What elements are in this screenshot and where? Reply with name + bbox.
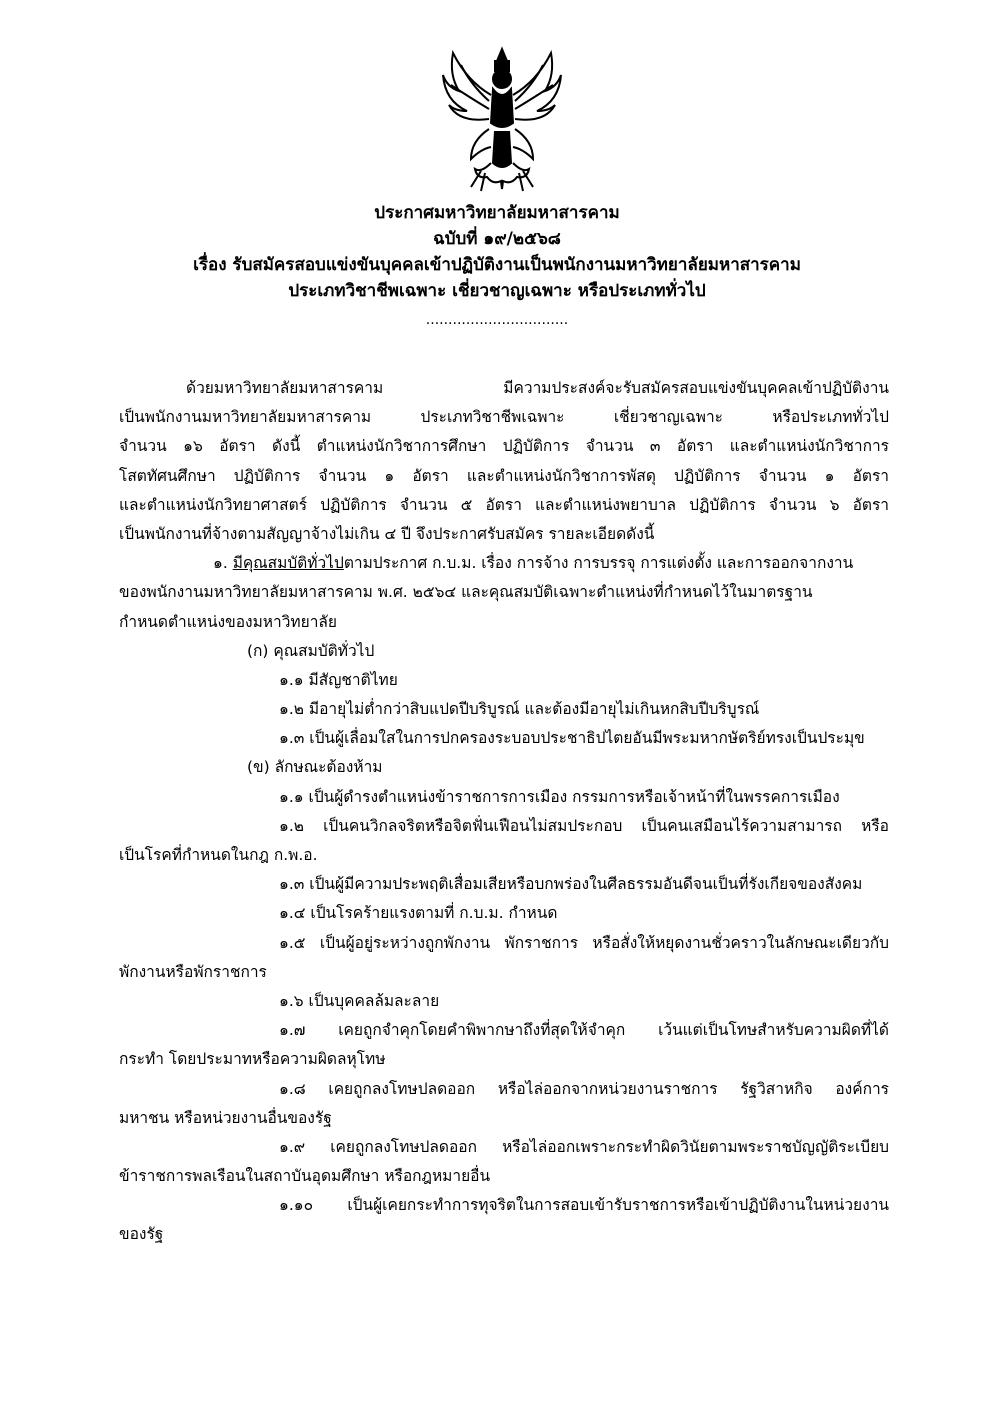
section-1-underlined-heading: มีคุณสมบัติทั่วไป xyxy=(232,554,344,573)
part-a-item: ๑.๑ มีสัญชาติไทย xyxy=(279,670,398,689)
document-body xyxy=(119,374,889,1250)
part-a-heading: (ก) คุณสมบัติทั่วไป xyxy=(247,641,375,660)
part-b-item-cont: มหาชน หรือหน่วยงานอื่นของรัฐ xyxy=(119,1108,332,1127)
intro-line-3: จำนวน ๑๖ อัตรา ดังนี้ ตำแหน่งนักวิชาการศึกษา ปฏิบัติการ จำนวน ๓ อัตรา และตำแหน่งนักวิชาการ xyxy=(119,437,889,456)
header-separator: ................................ xyxy=(425,312,569,328)
part-b-item: ๑.๑ เป็นผู้ดำรงตำแหน่งข้าราชการการเมือง กรรมการหรือเจ้าหน้าที่ในพรรคการเมือง xyxy=(279,787,840,806)
part-b-item: ๑.๑๐ เป็นผู้เคยกระทำการทุจริตในการสอบเข้ารับราชการหรือเข้าปฏิบัติงานในหน่วยงาน xyxy=(279,1196,889,1215)
part-b-item-cont: ของรัฐ xyxy=(119,1225,164,1244)
part-b-item: ๑.๓ เป็นผู้มีความประพฤติเสื่อมเสียหรือบกพร่องในศีลธรรมอันดีจนเป็นที่รังเกียจของสังคม xyxy=(279,875,863,894)
part-b-item: ๑.๔ เป็นโรคร้ายแรงตามที่ ก.บ.ม. กำหนด xyxy=(279,904,558,923)
section-1-line-2: ของพนักงานมหาวิทยาลัยมหาสารคาม พ.ศ. ๒๕๖๔ และคุณสมบัติเฉพาะตำแหน่งที่กำหนดไว้ในมาตรฐาน xyxy=(119,583,813,602)
part-b-item: ๑.๖ เป็นบุคคลล้มละลาย xyxy=(279,991,440,1010)
part-a-item: ๑.๒ มีอายุไม่ต่ำกว่าสิบแปดปีบริบูรณ์ และต้องมีอายุไม่เกินหกสิบปีบริบูรณ์ xyxy=(279,700,760,719)
intro-line-6: เป็นพนักงานที่จ้างตามสัญญาจ้างไม่เกิน ๔ ปี จึงประกาศรับสมัคร รายละเอียดดังนี้ xyxy=(119,524,655,543)
subject-line-2: ประเภทวิชาชีพเฉพาะ เชี่ยวชาญเฉพาะ หรือประเภททั่วไป xyxy=(288,281,706,301)
announcement-header xyxy=(0,200,994,330)
intro-line-1: ด้วยมหาวิทยาลัยมหาสารคาม มีความประสงค์จะรับสมัครสอบแข่งขันบุคคลเข้าปฏิบัติงาน xyxy=(186,379,889,397)
part-b-item: ๑.๙ เคยถูกลงโทษปลดออก หรือไล่ออกเพราะกระทำผิดวินัยตามพระราชบัญญัติระเบียบ xyxy=(279,1137,889,1156)
part-b-item-cont: ข้าราชการพลเรือนในสถาบันอุดมศึกษา หรือกฎหมายอื่น xyxy=(119,1167,491,1186)
announcement-title: ประกาศมหาวิทยาลัยมหาสารคาม xyxy=(374,203,620,223)
section-1-line-3: กำหนดตำแหน่งของมหาวิทยาลัย xyxy=(119,612,338,631)
part-b-item-cont: กระทำ โดยประมาทหรือความผิดลหุโทษ xyxy=(119,1050,386,1069)
part-b-item: ๑.๘ เคยถูกลงโทษปลดออก หรือไล่ออกจากหน่วยงานราชการ รัฐวิสาหกิจ องค์การ xyxy=(279,1079,889,1098)
intro-line-2: เป็นพนักงานมหาวิทยาลัยมหาสารคาม ประเภทวิชาชีพเฉพาะ เชี่ยวชาญเฉพาะ หรือประเภททั่วไป xyxy=(119,408,889,427)
section-1-line-1 xyxy=(119,549,889,578)
section-1-text: ตามประกาศ ก.บ.ม. เรื่อง การจ้าง การบรรจุ การแต่งตั้ง และการออกจากงาน xyxy=(343,554,854,573)
intro-line-5: และตำแหน่งนักวิทยาศาสตร์ ปฏิบัติการ จำนวน ๕ อัตรา และตำแหน่งพยาบาล ปฏิบัติการ จำนวน ๖ อัตรา xyxy=(119,495,889,514)
part-b-item: ๑.๕ เป็นผู้อยู่ระหว่างถูกพักงาน พักราชการ หรือสั่งให้หยุดงานชั่วคราวในลักษณะเดียวกับ xyxy=(279,933,889,952)
intro-line-4: โสตทัศนศึกษา ปฏิบัติการ จำนวน ๑ อัตรา และตำแหน่งนักวิชาการพัสดุ ปฏิบัติการ จำนวน ๑ อัตรา xyxy=(119,466,889,485)
part-b-item-cont: พักงานหรือพักราชการ xyxy=(119,962,267,981)
announcement-number: ฉบับที่ ๑๙/๒๕๖๘ xyxy=(433,229,561,249)
garuda-emblem-icon xyxy=(441,45,563,195)
part-b-item: ๑.๒ เป็นคนวิกลจริตหรือจิตฟั่นเฟือนไม่สมประกอบ เป็นคนเสมือนไร้ความสามารถ หรือ xyxy=(279,816,889,835)
part-b-item: ๑.๗ เคยถูกจำคุกโดยคำพิพากษาถึงที่สุดให้จำคุก เว้นแต่เป็นโทษสำหรับความผิดที่ได้ xyxy=(279,1021,889,1040)
part-b-item-cont: เป็นโรคที่กำหนดในกฎ ก.พ.อ. xyxy=(119,846,318,864)
subject-line-1: เรื่อง รับสมัครสอบแข่งขันบุคคลเข้าปฏิบัติงานเป็นพนักงานมหาวิทยาลัยมหาสารคาม xyxy=(193,255,801,275)
part-b-heading: (ข) ลักษณะต้องห้าม xyxy=(247,758,383,777)
part-a-item: ๑.๓ เป็นผู้เลื่อมใสในการปกครองระบอบประชาธิปไตยอันมีพระมหากษัตริย์ทรงเป็นประมุข xyxy=(279,729,865,748)
section-1-number: ๑. xyxy=(213,554,233,573)
